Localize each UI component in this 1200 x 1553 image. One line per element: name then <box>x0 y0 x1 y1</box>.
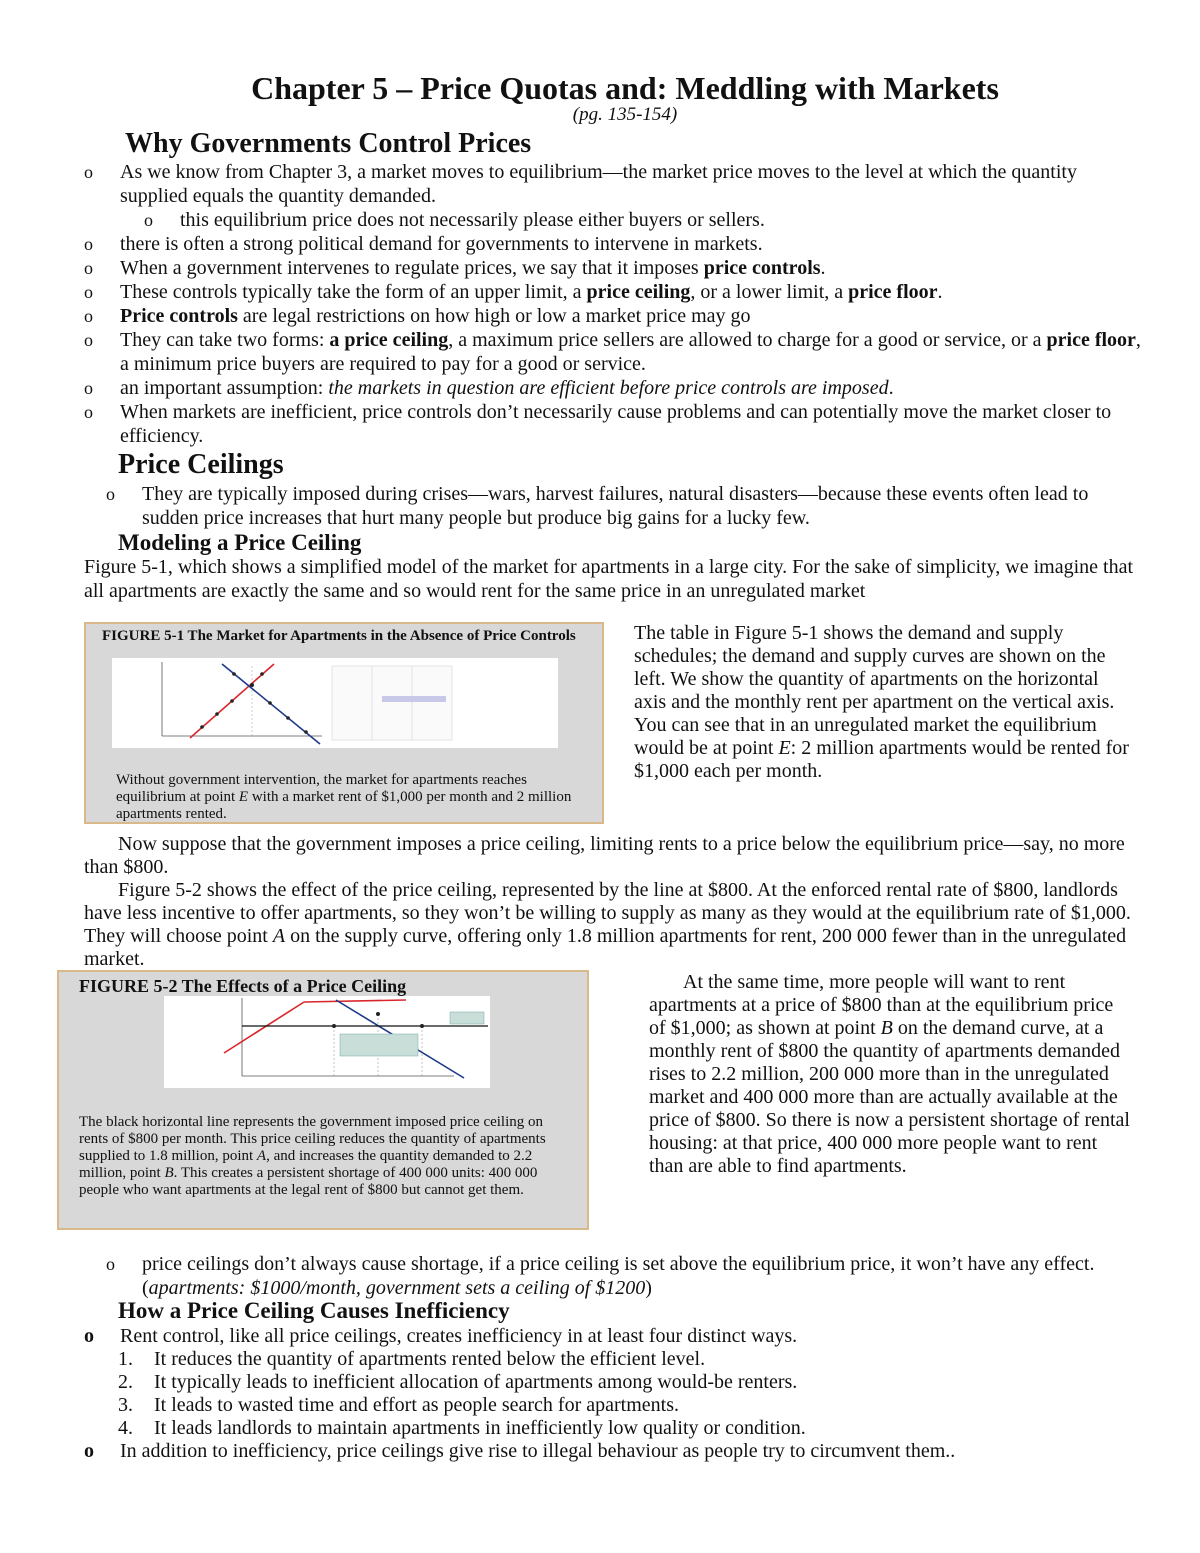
demand-point <box>304 730 308 734</box>
subheading-inefficiency: How a Price Ceiling Causes Inefficiency <box>118 1298 510 1323</box>
supply-point <box>260 672 264 676</box>
inefficiency-list <box>84 1325 1144 1463</box>
figure-5-2-chart <box>164 996 490 1088</box>
subheading-modeling: Modeling a Price Ceiling <box>118 530 362 555</box>
supply-curve <box>224 1002 304 1053</box>
list-item: o They can take two forms: a price ceiling, a maximum price sellers are allowed to charge for a good or service, or a price floor, a minimum price buyers are required to pay for a good or service. <box>84 329 1141 375</box>
list-item: o When markets are inefficient, price controls don’t necessarily cause problems and can potentially move the market closer to efficiency. <box>84 401 1112 447</box>
demand-point <box>268 701 272 705</box>
figure-5-1-graph <box>112 658 558 748</box>
point-b <box>420 1024 424 1028</box>
figure-5-2 <box>57 970 589 1230</box>
figure-5-1-title: FIGURE 5-1 The Market for Apartments in the Absence of Price Controls <box>102 628 576 644</box>
schedule-table <box>332 666 452 740</box>
figure-5-1-description: The table in Figure 5-1 shows the demand and supply schedules; the demand and supply curves are shown on the left. We show the quantity of apartments on the horizontal axis and the monthly rent per apartment on the vertical axis. You can see that in an unregulated market the equilibrium would be at point E: 2 million apartments would be rented for $1,000 each per month. <box>634 622 1129 782</box>
list-item: o In addition to inefficiency, price ceilings give rise to illegal behaviour as people try to circumvent them.. <box>84 1440 956 1462</box>
list-item: o this equilibrium price does not necessarily please either buyers or sellers. <box>144 209 765 231</box>
section-heading-why: Why Governments Control Prices <box>125 128 532 159</box>
supply-curve <box>304 1000 406 1002</box>
list-item: o Price controls are legal restrictions on how high or low a market price may go <box>84 305 751 327</box>
why-list <box>84 160 1144 448</box>
ceiling-callout <box>450 1012 484 1024</box>
list-item: o These controls typically take the form of an upper limit, a price ceiling, or a lower limit, a price floor. <box>84 281 943 303</box>
point-a <box>332 1024 336 1028</box>
list-item: 4. It leads landlords to maintain apartments in inefficiently low quality or condition. <box>118 1417 806 1439</box>
list-item: o an important assumption: the markets in question are efficient before price controls are imposed. <box>84 377 894 399</box>
figure-5-2-description: At the same time, more people will want to rent apartments at a price of $800 than at the equilibrium price of $1,000; as shown at point B on the demand curve, at a monthly rent of $800 the quantity of apartments demanded rises to 2.2 million, 200 000 more than in the unregulated market and 400 000 more than are actually available at the price of $800. So there is now a persistent shortage of rental housing: at that price, 400 000 more people want to rent than are able to find apartments. <box>649 971 1130 1177</box>
figure-5-1-chart <box>112 658 558 748</box>
list-item: 3. It leads to wasted time and effort as people search for apartments. <box>118 1394 679 1416</box>
list-item: o They are typically imposed during crises—wars, harvest failures, natural disasters—because these events often lead to sudden price increases that hurt many people but produce big gains for a lucky few. <box>106 483 1089 529</box>
shortage-callout <box>340 1034 418 1056</box>
list-item: o there is often a strong political demand for governments to intervene in markets. <box>84 233 763 255</box>
list-item: o When a government intervenes to regulate prices, we say that it imposes price controls. <box>84 257 826 279</box>
list-item: o As we know from Chapter 3, a market moves to equilibrium—the market price moves to the level at which the quantity supplied equals the quantity demanded. <box>84 161 1077 207</box>
modeling-intro: Figure 5-1, which shows a simplified model of the market for apartments in a large city. For the sake of simplicity, we imagine that all apartments are exactly the same and so would rent for the same price in an unregulated market <box>84 556 1134 602</box>
figure-5-1 <box>84 622 604 824</box>
paragraph-figure-5-2: Figure 5-2 shows the effect of the price ceiling, represented by the line at $800. At the enforced rental rate of $800, landlords have less incentive to offer apartments, so they won’t be willing to supply as many as they would at the equilibrium rate of $1,000. They will choose point A on the supply curve, offering only 1.8 million apartments for rent, 200 000 fewer than in the unregulated market. <box>84 879 1131 970</box>
page-range: (pg. 135-154) <box>572 104 678 125</box>
figure-5-1-caption: Without government intervention, the market for apartments reaches equilibrium at point E with a market rent of $1,000 per month and 2 million apartments rented. <box>116 772 572 822</box>
table-highlight-row <box>382 696 446 702</box>
figure-5-2-caption: The black horizontal line represents the government imposed price ceiling on rents of $800 per month. This price ceiling reduces the quantity of apartments supplied to 1.8 million, point A, and increases the quantity demanded to 2.2 million, point B. This creates a persistent shortage of 400 000 units: 400 000 people who want apartments at the legal rent of $800 but cannot get them. <box>79 1114 546 1198</box>
equilibrium-point <box>376 1012 380 1016</box>
paragraph-ceiling-imposed: Now suppose that the government imposes a price ceiling, limiting rents to a price below the equilibrium price—say, no more than $800. <box>84 833 1125 878</box>
ceiling-note-list <box>106 1252 1146 1300</box>
demand-point <box>232 672 236 676</box>
ceilings-list <box>106 482 1146 530</box>
demand-point <box>286 716 290 720</box>
figure-5-2-title: FIGURE 5-2 The Effects of a Price Ceiling <box>79 976 407 996</box>
list-item: o Rent control, like all price ceilings, creates inefficiency in at least four distinct ways. <box>84 1325 798 1347</box>
list-item: o price ceilings don’t always cause shortage, if a price ceiling is set above the equilibrium price, it won’t have any effect. (apartments: $1000/month, government sets a ceiling of $1200) <box>106 1253 1095 1299</box>
supply-point <box>200 725 204 729</box>
equilibrium-point <box>250 683 254 687</box>
page-title: Chapter 5 – Price Quotas and: Meddling with Markets <box>251 70 999 106</box>
list-item: 2. It typically leads to inefficient allocation of apartments among would-be renters. <box>118 1371 798 1393</box>
figure-5-2-graph <box>164 996 490 1088</box>
list-item: 1. It reduces the quantity of apartments rented below the efficient level. <box>118 1348 706 1370</box>
supply-point <box>230 699 234 703</box>
supply-point <box>215 712 219 716</box>
section-heading-ceilings: Price Ceilings <box>118 449 284 480</box>
